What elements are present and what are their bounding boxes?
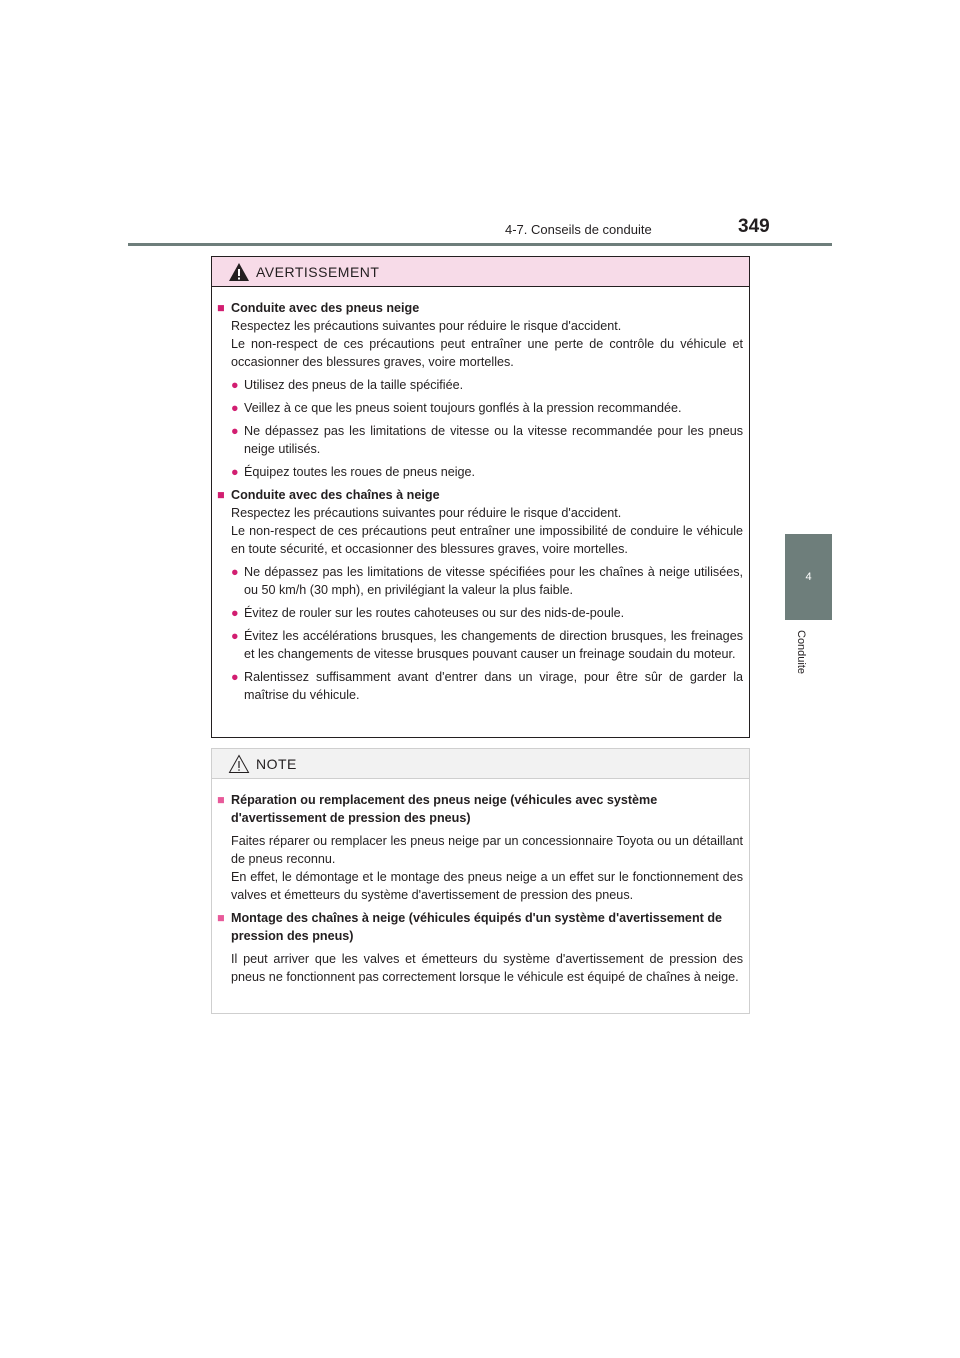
bullet-item <box>231 422 743 458</box>
section-heading <box>217 486 743 504</box>
warning-box <box>211 256 750 738</box>
bullet-item <box>231 604 743 622</box>
paragraph: Le non-respect de ces précautions peut entraîner une impossibilité de conduire le véhicule en toute sécurité, et occasionner des blessures graves, voire mortelles. <box>231 524 743 556</box>
note-header <box>212 749 749 779</box>
section-heading-text: Montage des chaînes à neige (véhicules équipés d'un système d'avertissement de pression des pneus) <box>231 911 723 943</box>
paragraph: Respectez les précautions suivantes pour réduire le risque d'accident. <box>231 506 622 520</box>
note-section <box>217 909 743 986</box>
warning-body <box>212 287 749 704</box>
chapter-label: Conduite <box>795 630 807 675</box>
warning-header <box>212 257 749 287</box>
circle-bullet-icon: ● <box>231 401 239 415</box>
bullet-text: Évitez de rouler sur les routes cahoteuses ou sur des nids-de-poule. <box>244 606 625 620</box>
bullet-item <box>231 563 743 599</box>
circle-bullet-icon: ● <box>231 378 239 392</box>
bullet-item <box>231 376 743 394</box>
section-heading-text: Conduite avec des chaînes à neige <box>231 488 440 502</box>
bullet-text: Ne dépassez pas les limitations de vitesse ou la vitesse recommandée pour les pneus neige utilisés. <box>244 424 743 456</box>
note-body <box>212 779 749 986</box>
header-rule <box>128 243 832 246</box>
circle-bullet-icon: ● <box>231 606 239 620</box>
chapter-tab[interactable]: 4 <box>785 534 832 620</box>
section-heading-text: Réparation ou remplacement des pneus neige (véhicules avec système d'avertissement de pression des pneus) <box>231 793 658 825</box>
warning-title: AVERTISSEMENT <box>256 263 380 280</box>
bullet-text: Veillez à ce que les pneus soient toujours gonflés à la pression recommandée. <box>244 401 682 415</box>
square-bullet-icon: ■ <box>217 301 225 315</box>
bullet-item <box>231 627 743 663</box>
bullet-text: Ne dépassez pas les limitations de vitesse spécifiées pour les chaînes à neige utilisées, ou 50 km/h (30 mph), en privilégiant la valeur la plus faible. <box>244 565 743 597</box>
warning-section <box>217 299 743 481</box>
section-heading <box>217 909 743 945</box>
note-section <box>217 791 743 904</box>
bullet-text: Utilisez des pneus de la taille spécifiée. <box>244 378 464 392</box>
circle-bullet-icon: ● <box>231 629 239 643</box>
bullet-item <box>231 463 743 481</box>
paragraph: Respectez les précautions suivantes pour réduire le risque d'accident. <box>231 319 622 333</box>
paragraph: En effet, le démontage et le montage des pneus neige a un effet sur le fonctionnement des valves et émetteurs du système d'avertissement de pression des pneus. <box>231 870 743 902</box>
bullet-text: Équipez toutes les roues de pneus neige. <box>244 465 476 479</box>
warning-triangle-icon <box>228 262 250 282</box>
note-box <box>211 748 750 1014</box>
bullet-item <box>231 668 743 704</box>
section-heading-text: Conduite avec des pneus neige <box>231 301 420 315</box>
caution-triangle-outline-icon <box>228 754 250 774</box>
note-title: NOTE <box>256 755 297 772</box>
warning-section <box>217 486 743 704</box>
bullet-text: Ralentissez suffisamment avant d'entrer dans un virage, pour être sûr de garder la maîtrise du véhicule. <box>244 670 743 702</box>
paragraph: Il peut arriver que les valves et émetteurs du système d'avertissement de pression des pneus ne fonctionnent pas correctement lorsque le véhicule est équipé de chaînes à neige. <box>231 952 743 984</box>
square-bullet-icon: ■ <box>217 911 225 925</box>
page-number: 349 <box>738 216 770 237</box>
circle-bullet-icon: ● <box>231 424 239 438</box>
section-heading <box>217 791 743 827</box>
bullet-text: Évitez les accélérations brusques, les changements de direction brusques, les freinages et les changements de vitesse brusques pouvant causer un freinage soudain du moteur. <box>244 629 743 661</box>
section-heading <box>217 299 743 317</box>
section-title: 4-7. Conseils de conduite <box>505 222 652 237</box>
circle-bullet-icon: ● <box>231 670 239 684</box>
square-bullet-icon: ■ <box>217 793 225 807</box>
square-bullet-icon: ■ <box>217 488 225 502</box>
paragraph: Le non-respect de ces précautions peut entraîner une perte de contrôle du véhicule et occasionner des blessures graves, voire mortelles. <box>231 337 743 369</box>
circle-bullet-icon: ● <box>231 465 239 479</box>
bullet-item <box>231 399 743 417</box>
paragraph: Faites réparer ou remplacer les pneus neige par un concessionnaire Toyota ou un détaillant de pneus reconnu. <box>231 834 743 866</box>
circle-bullet-icon: ● <box>231 565 239 579</box>
